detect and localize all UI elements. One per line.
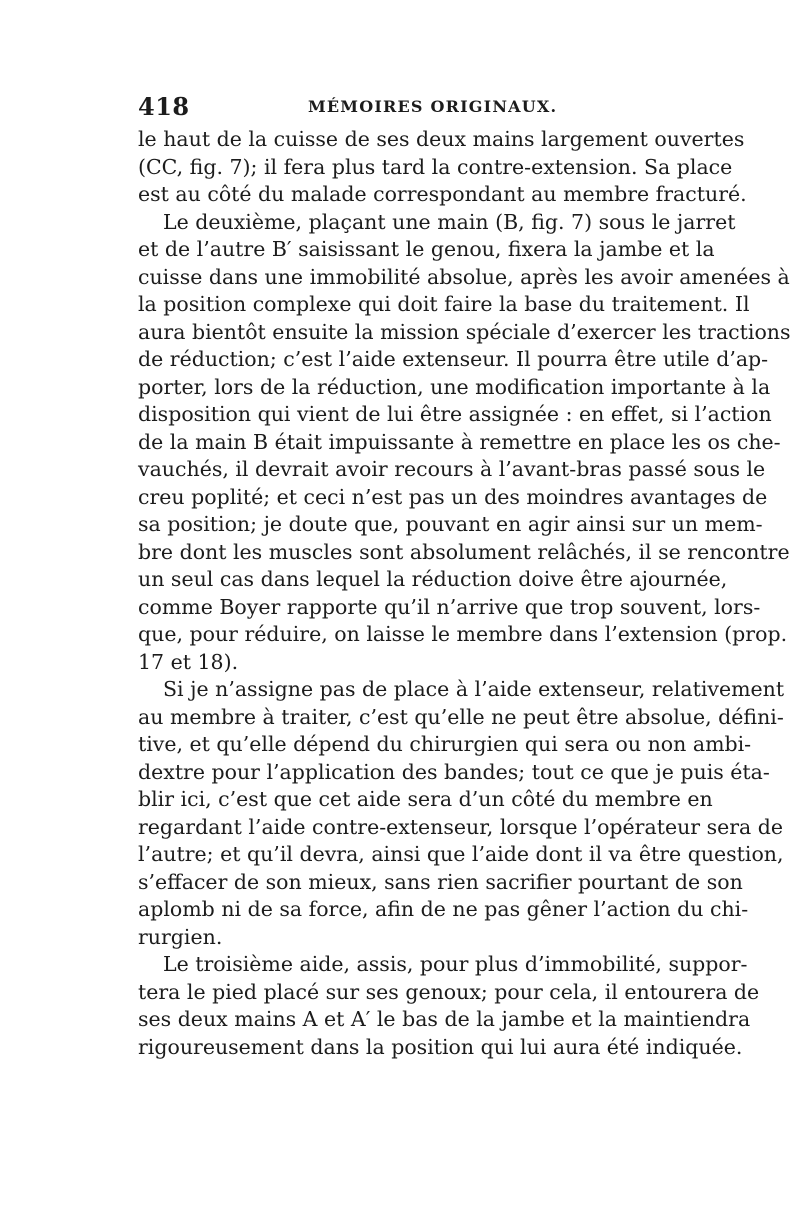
text-line: de la main B était impuissante à remettre en place les os che- (138, 429, 781, 454)
text-line: est au côté du malade correspondant au membre fracturé. (138, 182, 747, 206)
text-line: aura bientôt ensuite la mission spéciale d’exercer les tractions (138, 319, 791, 344)
text-line: disposition qui vient de lui être assignée : en effet, si l’action (138, 402, 772, 426)
body-text (138, 126, 791, 1061)
text-line: la position complexe qui doit faire la base du traitement. Il (138, 292, 750, 316)
text-line: ses deux mains A et A′ le bas de la jambe et la maintiendra (138, 1007, 751, 1031)
text-line: cuisse dans une immobilité absolue, après les avoir amenées à (138, 264, 790, 289)
page-header (138, 92, 668, 126)
text-line: Si je n’assigne pas de place à l’aide extenseur, relativement (163, 677, 785, 701)
text-line: un seul cas dans lequel la réduction doive être ajournée, (138, 567, 728, 591)
text-line: vauchés, il devrait avoir recours à l’avant-bras passé sous le (138, 457, 766, 481)
text-line: rurgien. (138, 924, 223, 949)
text-line: l’autre; et qu’il devra, ainsi que l’aide dont il va être question, (138, 842, 784, 866)
page-number: 418 (138, 92, 190, 121)
text-line: regardant l’aide contre-extenseur, lorsque l’opérateur sera de (138, 814, 784, 839)
text-line: porter, lors de la réduction, une modification importante à la (138, 374, 771, 399)
text-line: blir ici, c’est que cet aide sera d’un côté du membre en (138, 787, 713, 811)
text-line: aplomb ni de sa force, afin de ne pas gêner l’action du chi- (138, 897, 749, 921)
text-line: que, pour réduire, on laisse le membre dans l’extension (prop. (138, 622, 788, 646)
text-line: rigoureusement dans la position qui lui aura été indiquée. (138, 1034, 743, 1059)
running-title: MÉMOIRES ORIGINAUX. (308, 97, 558, 116)
text-line: 17 et 18). (138, 649, 239, 674)
text-line: dextre pour l’application des bandes; tout ce que je puis éta- (138, 759, 770, 784)
text-line: bre dont les muscles sont absolument relâchés, il se rencontre (138, 539, 790, 564)
text-line: et de l’autre B′ saisissant le genou, fixera la jambe et la (138, 237, 715, 261)
text-line: le haut de la cuisse de ses deux mains largement ouvertes (138, 127, 745, 151)
text-line: (CC, fig. 7); il fera plus tard la contre-extension. Sa place (138, 154, 733, 179)
text-line: comme Boyer rapporte qu’il n’arrive que trop souvent, lors- (138, 594, 761, 619)
text-line: Le troisième aide, assis, pour plus d’immobilité, suppor- (163, 952, 748, 976)
text-line: de réduction; c’est l’aide extenseur. Il pourra être utile d’ap- (138, 347, 769, 371)
text-line: au membre à traiter, c’est qu’elle ne peut être absolue, défini- (138, 704, 784, 729)
text-line: sa position; je doute que, pouvant en agir ainsi sur un mem- (138, 512, 763, 536)
text-line: tive, et qu’elle dépend du chirurgien qui sera ou non ambi- (138, 732, 752, 756)
text-line: s’effacer de son mieux, sans rien sacrifier pourtant de son (138, 869, 743, 894)
text-line: creu poplité; et ceci n’est pas un des moindres avantages de (138, 484, 768, 509)
text-line: tera le pied placé sur ses genoux; pour cela, il entourera de (138, 979, 760, 1004)
text-line: Le deuxième, plaçant une main (B, fig. 7) sous le jarret (163, 209, 736, 234)
